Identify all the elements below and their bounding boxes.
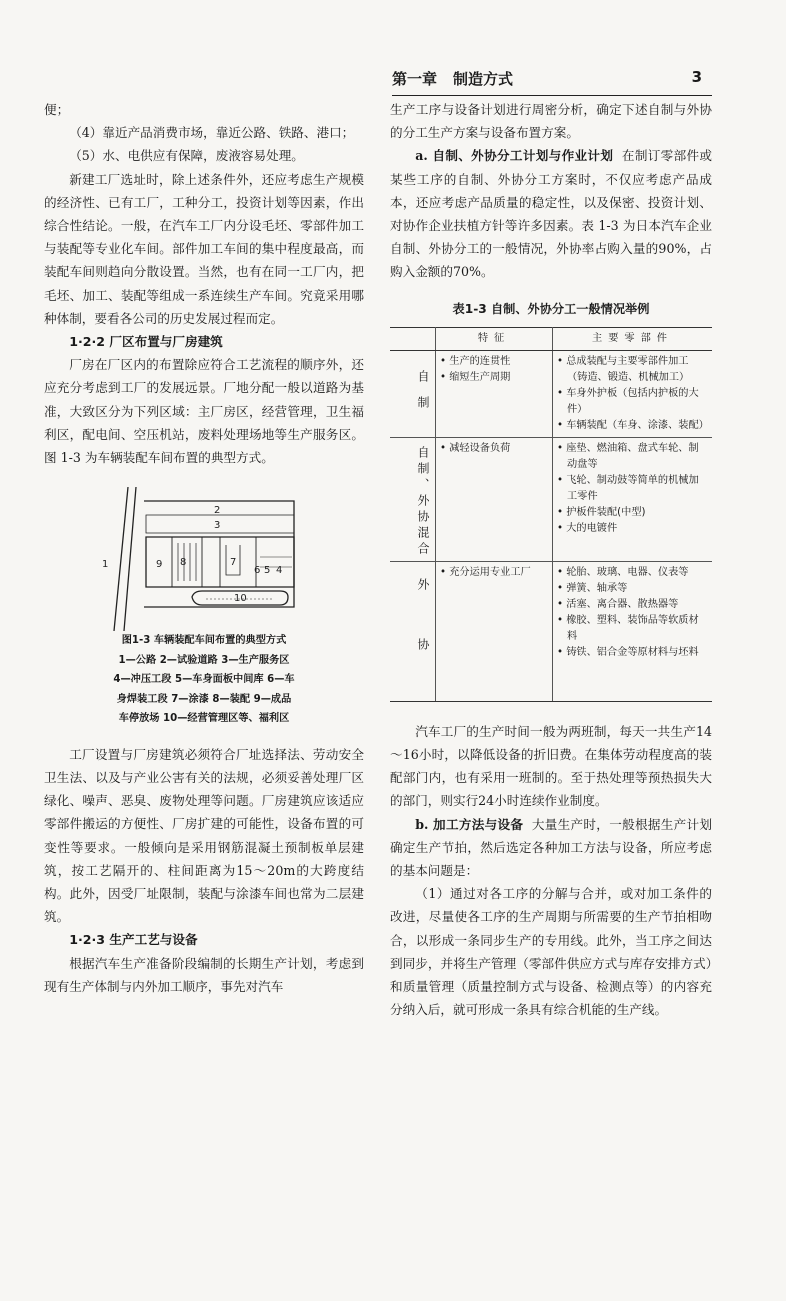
layout-diagram — [44, 487, 364, 631]
table-header-cell: 主要零部件 — [553, 327, 713, 350]
paragraph: 根据汽车生产准备阶段编制的长期生产计划，考虑到现有生产体制与内外加工顺序，事先对汽车 — [44, 955, 364, 994]
label-7: 7 — [230, 557, 237, 569]
part-item: • 车辆装配（车身、涂漆、装配） — [557, 419, 709, 431]
table-row — [390, 437, 712, 561]
paragraph: 便； — [44, 102, 70, 117]
paragraph-head: b. 加工方法与设备 — [415, 816, 524, 832]
left-column — [44, 98, 364, 998]
figure-title: 图1-3 车辆装配车间布置的典型方式 — [121, 635, 287, 647]
table-category: 自制、外协混合 — [390, 437, 436, 561]
list-item: （4）靠近产品消费市场，靠近公路、铁路、港口； — [69, 125, 355, 141]
figure-legend-line: 车停放场 10—经营管理区等、福利区 — [118, 713, 290, 725]
label-9: 9 — [156, 559, 163, 571]
label-8: 8 — [180, 557, 187, 569]
label-6: 6 — [254, 565, 261, 577]
paragraph-body: 在制订零部件或某些工序的自制、外协分工方案时，不仅应考虑产品成本，还应考虑产品质量的稳定性，以及保密、投资计划、对协作企业扶植方针等许多因素。表 1-3 为日本汽车企业自制、外协分工的一般情况，外协率占购入量的90%，占购入金额的70%。 — [390, 148, 712, 280]
chapter-title: 制造方式 — [453, 70, 514, 88]
page-header — [392, 68, 712, 96]
list-item: （1）通过对各工序的分解与合并，或对加工条件的改进，尽量使各工序的生产周期与所需要的生产节拍相吻合，以形成一条同步生产的专用线。此外，当工序之间达到同步，并将生产管理（零部件供应方式与库存安排方式）和质量管理（质量控制方式与设备、检测点等）的内容充分纳入后，就可形成一条具有综合机能的生产线。 — [390, 886, 712, 1018]
right-column — [390, 98, 712, 1021]
label-4: 4 — [276, 565, 283, 577]
table-title: 表1-3 自制、外协分工一般情况举例 — [452, 301, 650, 316]
figure-1-3 — [44, 487, 364, 631]
page-number: 3 — [691, 68, 702, 86]
figure-legend-line: 4—冲压工段 5—车身面板中间库 6—车 — [113, 674, 295, 686]
division-table — [390, 327, 712, 702]
paragraph: 工厂设置与厂房建筑必须符合厂址选择法、劳动安全卫生法、以及与产业公害有关的法规，必须妥善处理厂区绿化、噪声、恶臭、废物处理等问题。厂房建筑应该适应零部件搬运的方便性、厂房扩建的可能性，设备布置的可变性等要求。一般倾向是采用钢筋混凝土预制板单层建筑，按工艺隔开的、柱间距离为15～20m的大跨度结构。此外，因受厂址限制，装配与涂漆车间也常为二层建筑。 — [44, 746, 364, 925]
table-feature-cell — [436, 350, 553, 437]
table-parts-cell — [553, 350, 713, 437]
table-row — [390, 350, 712, 437]
figure-legend-line: 1—公路 2—试验道路 3—生产服务区 — [118, 654, 290, 666]
feature-item: • 生产的连贯性 — [440, 355, 511, 367]
table-header-cell: 特征 — [436, 327, 553, 350]
table-parts-cell — [553, 561, 713, 701]
section-heading: 1·2·3 生产工艺与设备 — [69, 932, 198, 948]
figure-caption — [44, 631, 364, 729]
table-header-row — [390, 327, 712, 350]
label-1: 1 — [102, 559, 109, 571]
label-3: 3 — [214, 520, 221, 532]
paragraph: 生产工序与设备计划进行周密分析，确定下述自制与外协的分工生产方案与设备布置方案。 — [390, 102, 712, 141]
feature-item: • 缩短生产周期 — [440, 371, 511, 383]
feature-item: • 充分运用专业工厂 — [440, 566, 531, 578]
part-item: • 飞轮、制动鼓等简单的机械加工零件 — [557, 474, 699, 502]
part-item: • 铸铁、铝合金等原材料与坯料 — [557, 646, 699, 658]
part-item: • 大的电镀件 — [557, 522, 618, 534]
paragraph: 新建工厂选址时，除上述条件外，还应考虑生产规模的经济性、已有工厂，工种分工，投资计划等因素，作出综合性结论。一般，在汽车工厂内分设毛坯、零部件加工与装配等专业化车间。部件加工车间的集中程度最高，而装配车间则趋向分散设置。当然，也有在同一工厂内，把毛坯、加工、装配等组成一系连续生产车间。究竟采用哪种体制，要看各公司的历史发展过程而定。 — [44, 171, 364, 326]
section-heading: 1·2·2 厂区布置与厂房建筑 — [69, 334, 223, 350]
part-item: • 车身外护板（包括内护板的大件） — [557, 387, 699, 415]
paragraph-body: 大量生产时，一般根据生产计划确定生产节拍，然后选定各种加工方法与设备，所应考虑的基本问题是： — [390, 816, 713, 879]
table-category: 外协 — [390, 561, 436, 701]
table-category: 自制 — [390, 350, 436, 437]
paragraph: 汽车工厂的生产时间一般为两班制，每天一共生产14～16小时，以降低设备的折旧费。在集体劳动程度高的装配部门内，也有采用一班制的。至于热处理等预热损失大的部门，则实行24小时连续作业制度。 — [390, 723, 712, 809]
paragraph — [390, 144, 712, 283]
part-item: • 活塞、离合器、散热器等 — [557, 598, 679, 610]
label-10: 10 — [234, 593, 247, 605]
chapter-label: 第一章 — [392, 70, 438, 88]
label-5: 5 — [264, 565, 271, 577]
part-item: • 护板件装配(中型) — [557, 506, 646, 518]
paragraph: 厂房在厂区内的布置除应符合工艺流程的顺序外，还应充分考虑到工厂的发展远景。厂地分配一般以道路为基准，大致区分为下列区域：主厂房区，经营管理，卫生福利区，配电间、空压机站，废料处理场地等生产服务区。图 1-3 为车辆装配车间布置的典型方式。 — [44, 357, 364, 466]
paragraph — [390, 813, 712, 883]
feature-item: • 减轻设备负荷 — [440, 442, 511, 454]
label-2: 2 — [214, 505, 221, 517]
part-item: • 轮胎、玻璃、电器、仪表等 — [557, 566, 689, 578]
table-parts-cell — [553, 437, 713, 561]
table-header-cell — [390, 327, 436, 350]
figure-legend-line: 身焊装工段 7—涂漆 8—装配 9—成品 — [116, 693, 292, 705]
table-row — [390, 561, 712, 701]
part-item: • 总成装配与主要零部件加工（铸造、锻造、机械加工） — [557, 355, 690, 383]
part-item: • 座垫、燃油箱、盘式车轮、制动盘等 — [557, 442, 699, 470]
part-item: • 弹簧、轴承等 — [557, 582, 628, 594]
table-feature-cell — [436, 561, 553, 701]
list-item: （5）水、电供应有保障，废液容易处理。 — [69, 148, 304, 164]
table-feature-cell — [436, 437, 553, 561]
paragraph-head: a. 自制、外协分工计划与作业计划 — [415, 148, 614, 164]
part-item: • 橡胶、塑料、装饰品等软质材料 — [557, 614, 699, 642]
